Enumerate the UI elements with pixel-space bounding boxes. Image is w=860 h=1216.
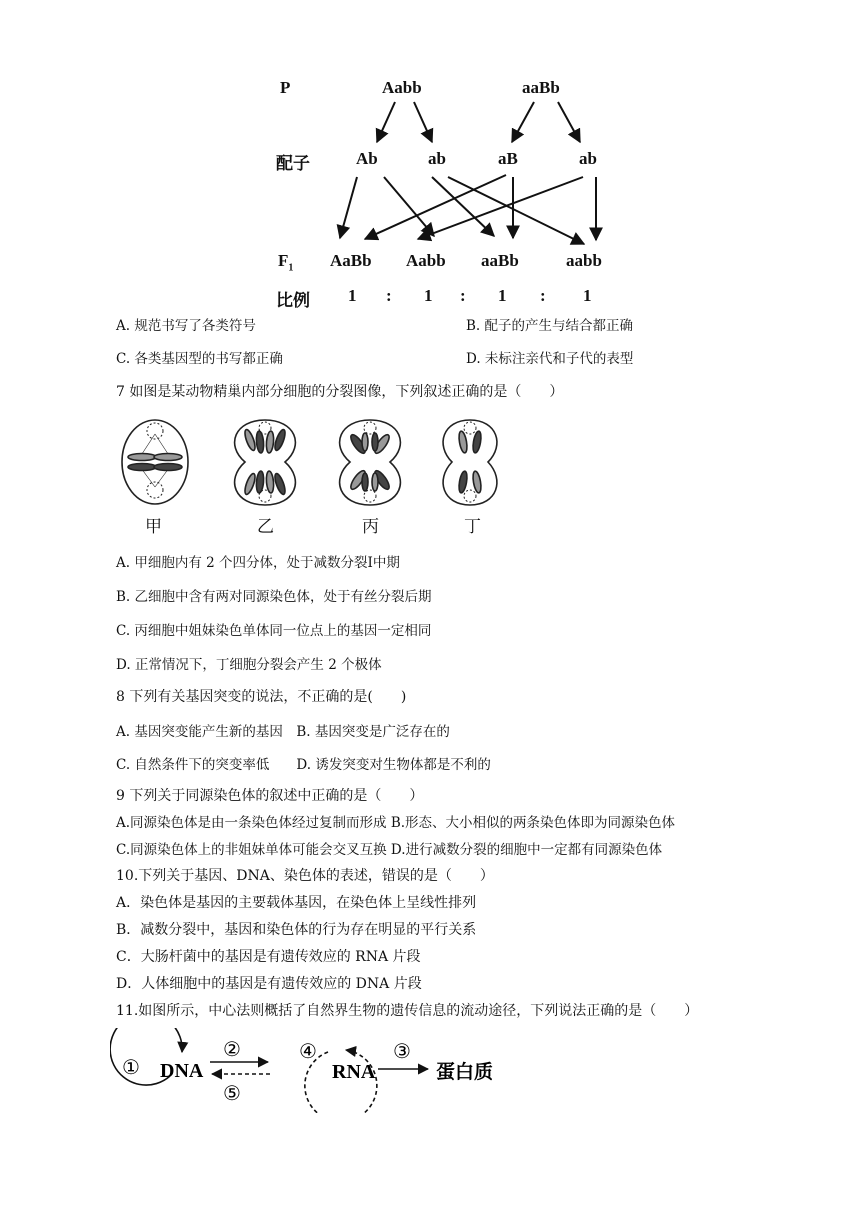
offspring-1: AaBb: [330, 251, 372, 270]
q6-option-d: D. 未标注亲代和子代的表型: [466, 351, 634, 367]
q11-stem: 11.如图所示，中心法则概括了自然界生物的遗传信息的流动途径，下列说法正确的是（ ）: [116, 1003, 699, 1019]
parent-2: aaBb: [522, 78, 560, 97]
ratio-1: 1: [348, 286, 357, 305]
label-protein: 蛋白质: [436, 1062, 494, 1083]
ratio-4: 1: [583, 286, 592, 305]
parent-1: Aabb: [382, 78, 422, 97]
f1-label: $F_1$: [278, 251, 294, 274]
ratio-label: 比例: [276, 291, 310, 311]
cell-label-yi: 乙: [257, 517, 274, 537]
cell-jia: [122, 420, 188, 504]
label-dna: DNA: [160, 1060, 204, 1082]
q7-option-b: B. 乙细胞中含有两对同源染色体，处于有丝分裂后期: [116, 589, 432, 605]
cell-label-jia: 甲: [145, 517, 162, 537]
label-2: ②: [223, 1039, 241, 1061]
q7-option-d: D. 正常情况下，丁细胞分裂会产生 2 个极体: [116, 657, 382, 673]
cell-yi: [235, 420, 296, 505]
offspring-2: Aabb: [406, 251, 446, 270]
q6-option-b: B. 配子的产生与结合都正确: [466, 318, 634, 334]
gamete-1: Ab: [356, 149, 378, 168]
label-rna: RNA: [332, 1061, 376, 1083]
q6-option-c: C. 各类基因型的书写都正确: [116, 351, 283, 367]
q10-stem: 10.下列关于基因、DNA、染色体的表述，错误的是（ ）: [116, 868, 494, 884]
arrow-aB-AaBb: [365, 175, 506, 239]
cell-label-ding: 丁: [464, 517, 481, 537]
q8-options-row1: A. 基因突变能产生新的基因 B. 基因突变是广泛存在的: [116, 724, 450, 740]
q9-options-row2: C.同源染色体上的非姐妹单体可能会交叉互换 D.进行减数分裂的细胞中一定都有同源染色体: [116, 842, 663, 858]
q7-stem: 7 如图是某动物精巢内部分细胞的分裂图像，下列叙述正确的是（ ）: [116, 384, 564, 400]
arrow-parent2-gamete4: [558, 102, 580, 142]
q10-option-d: D．人体细胞中的基因是有遗传效应的 DNA 片段: [116, 976, 422, 992]
p-label: P: [280, 78, 291, 97]
q6-option-a: A. 规范书写了各类符号: [116, 318, 256, 334]
q10-option-c: C．大肠杆菌中的基因是有遗传效应的 RNA 片段: [116, 949, 421, 965]
gamete-4: ab: [579, 149, 597, 168]
ratio-2: 1: [424, 286, 433, 305]
ratio-3: 1: [498, 286, 507, 305]
arrow-parent2-gamete3: [512, 102, 534, 142]
q9-options-row1: A.同源染色体是由一条染色体经过复制而形成 B.形态、大小相似的两条染色体即为同源染色体: [116, 815, 676, 831]
q10-option-b: B．减数分裂中，基因和染色体的行为存在明显的平行关系: [116, 922, 477, 938]
arrow-parent1-gamete1: [377, 102, 395, 142]
central-dogma-diagram: [110, 1028, 530, 1113]
offspring-3: aaBb: [481, 251, 519, 270]
cell-ding: [443, 420, 497, 505]
label-5: ⑤: [223, 1083, 241, 1105]
label-1: ①: [122, 1057, 140, 1079]
q7-option-a: A. 甲细胞内有 2 个四分体，处于减数分裂Ⅰ中期: [116, 555, 400, 571]
cell-bing: [340, 420, 401, 505]
q7-option-c: C. 丙细胞中姐妹染色单体同一位点上的基因一定相同: [116, 623, 432, 639]
label-3: ③: [393, 1041, 411, 1063]
gamete-3: aB: [498, 149, 518, 168]
offspring-4: aabb: [566, 251, 602, 270]
ratio-sep-2: :: [460, 286, 466, 305]
ratio-sep-1: :: [386, 286, 392, 305]
arrow-parent1-gamete2: [414, 102, 432, 142]
gamete-label: 配子: [276, 154, 310, 174]
q10-option-a: A．染色体是基因的主要载体基因，在染色体上呈线性排列: [116, 895, 477, 911]
arrow-Ab-AaBb: [340, 177, 357, 238]
cross-arrows: [0, 0, 860, 320]
q9-stem: 9 下列关于同源染色体的叙述中正确的是（ ）: [116, 788, 424, 804]
cell-label-bing: 丙: [362, 517, 379, 537]
gamete-2: ab: [428, 149, 446, 168]
q8-stem: 8 下列有关基因突变的说法，不正确的是( ): [116, 689, 407, 705]
q8-options-row2: C. 自然条件下的突变率低 D. 诱发突变对生物体都是不利的: [116, 757, 491, 773]
ratio-sep-3: :: [540, 286, 546, 305]
arrow-ab-aaBb: [432, 177, 494, 236]
label-4: ④: [299, 1041, 317, 1063]
